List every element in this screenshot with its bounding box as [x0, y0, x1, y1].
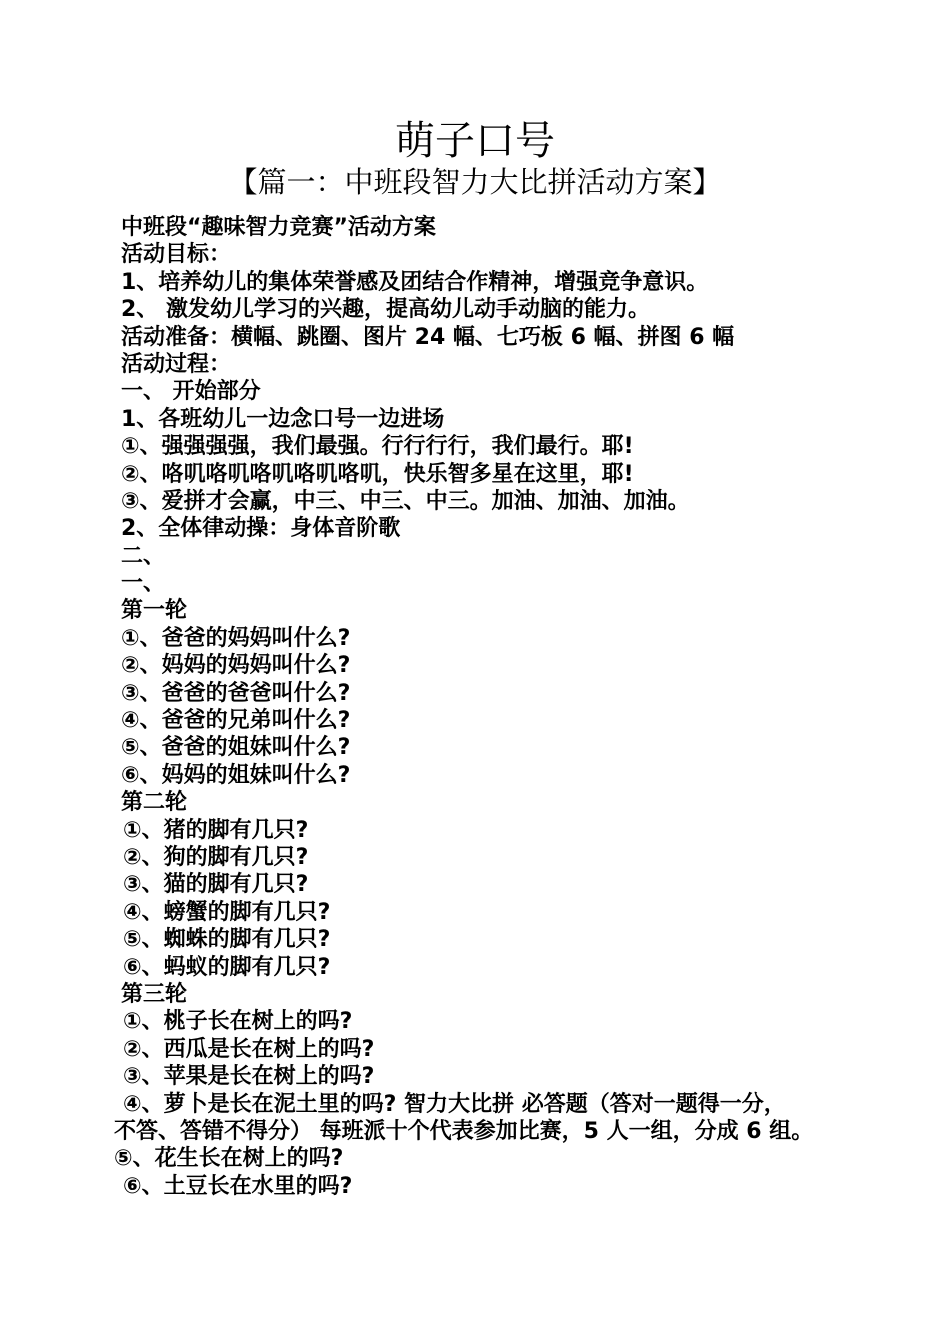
question-item: ①、桃子长在树上的吗? — [123, 1009, 353, 1035]
question-item: ①、爸爸的妈妈叫什么? — [121, 625, 351, 651]
question-item: ③、爸爸的爸爸叫什么? — [121, 680, 351, 706]
section-heading: 二、 — [121, 543, 166, 569]
goal-item: 2、 激发幼儿学习的兴趣，提高幼儿动手动脑的能力。 — [121, 297, 650, 323]
rules-line: 不答、答错不得分） 每班派十个代表参加比赛，5 人一组，分成 6 组。 — [114, 1118, 814, 1144]
step-item: 2、全体律动操：身体音阶歌 — [121, 516, 401, 542]
question-item: ②、西瓜是长在树上的吗? — [123, 1036, 375, 1062]
question-item: ④、萝卜是长在泥土里的吗? 智力大比拼 必答题（答对一题得一分， — [123, 1091, 786, 1117]
question-item: ②、狗的脚有几只? — [123, 844, 309, 870]
round-heading: 第二轮 — [121, 790, 188, 816]
question-item: ⑤、蜘蛛的脚有几只? — [123, 927, 331, 953]
question-item: ③、苹果是长在树上的吗? — [123, 1064, 375, 1090]
document-title: 萌子口号 — [395, 118, 555, 164]
preparation-line: 活动准备：横幅、跳圈、图片 24 幅、七巧板 6 幅、拼图 6 幅 — [121, 324, 735, 350]
question-item: ⑥、蚂蚁的脚有几只? — [123, 954, 331, 980]
document-subtitle: 【篇一：中班段智力大比拼活动方案】 — [228, 165, 722, 199]
question-item: ⑤、花生长在树上的吗? — [114, 1146, 344, 1172]
question-item: ④、螃蟹的脚有几只? — [123, 899, 331, 925]
goal-item: 1、培养幼儿的集体荣誉感及团结合作精神，增强竞争意识。 — [121, 269, 709, 295]
plan-heading: 中班段“趣味智力竞赛”活动方案 — [121, 215, 436, 240]
slogan-item: ②、咯叽咯叽咯叽咯叽咯叽，快乐智多星在这里，耶! — [121, 461, 634, 487]
question-item: ④、爸爸的兄弟叫什么? — [121, 708, 351, 734]
section-heading: 一、 — [121, 571, 166, 597]
slogan-item: ③、爱拼才会赢，中三、中三、中三。加油、加油、加油。 — [121, 488, 690, 514]
process-heading: 活动过程： — [121, 351, 232, 377]
question-item: ⑤、爸爸的姐妹叫什么? — [121, 735, 351, 761]
question-item: ③、猫的脚有几只? — [123, 872, 309, 898]
document-body — [0, 214, 950, 1200]
question-item: ①、猪的脚有几只? — [123, 817, 309, 843]
goals-heading: 活动目标： — [121, 242, 232, 268]
question-item: ②、妈妈的妈妈叫什么? — [121, 653, 351, 679]
round-heading: 第三轮 — [121, 981, 188, 1007]
section-heading: 一、 开始部分 — [121, 379, 261, 405]
round-heading: 第一轮 — [121, 598, 188, 624]
question-item: ⑥、妈妈的姐妹叫什么? — [121, 762, 351, 788]
slogan-item: ①、强强强强，我们最强。行行行行，我们最行。耶! — [121, 434, 634, 460]
step-item: 1、各班幼儿一边念口号一边进场 — [121, 406, 445, 432]
question-item: ⑥、土豆长在水里的吗? — [123, 1173, 353, 1199]
